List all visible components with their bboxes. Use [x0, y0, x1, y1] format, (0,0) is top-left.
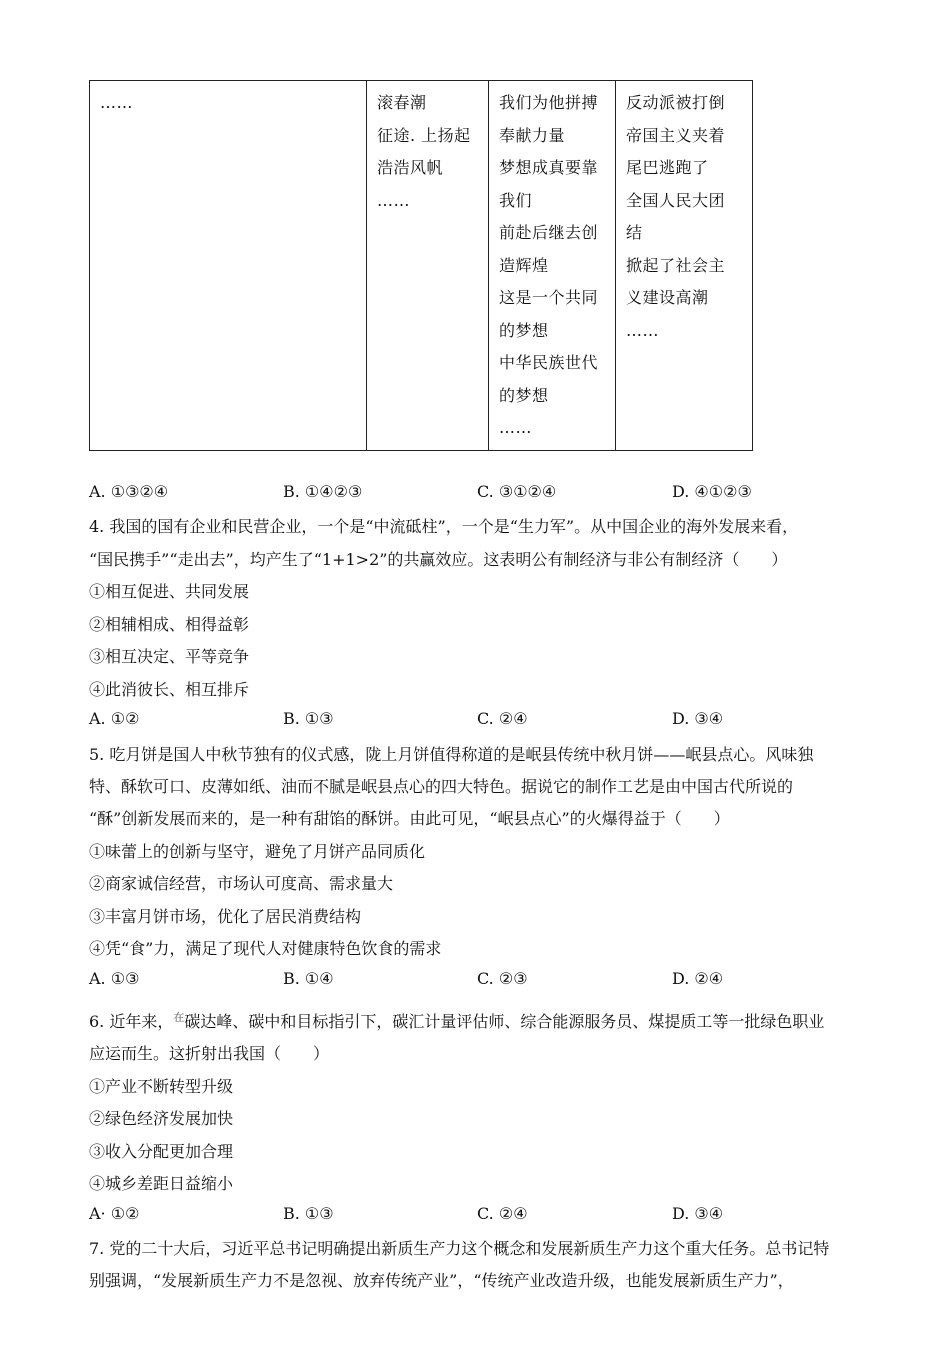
lyrics-table — [89, 80, 753, 451]
q4-item-1: ①相互促进、共同发展 — [89, 582, 250, 601]
q5-stem-line3: “酥”创新发展而来的，是一种有甜馅的酥饼。由此可见，“岷县点心”的火爆得益于（ ） — [89, 809, 730, 828]
option-d[interactable]: D. ③④ — [672, 709, 724, 728]
q6-item-2: ②绿色经济发展加快 — [89, 1109, 234, 1128]
q4-item-3: ③相互决定、平等竞争 — [89, 647, 250, 666]
cell-line: 这是一个共同 — [499, 288, 599, 307]
table-cell-col4 — [616, 81, 753, 451]
table-cell-col1 — [90, 81, 367, 451]
option-c[interactable]: C. ②④ — [477, 709, 528, 728]
cell-line: 征途. 上扬起 — [377, 125, 471, 145]
cell-line: 反动派被打倒 — [626, 93, 726, 112]
q4-item-2: ②相辅相成、相得益彰 — [89, 615, 250, 634]
cell-line: …… — [100, 93, 133, 112]
cell-line: …… — [626, 320, 659, 340]
option-a[interactable]: A· ①② — [89, 1204, 140, 1223]
cell-line: 造辉煌 — [499, 255, 549, 275]
q6-stem-rest: 碳达峰、碳中和目标指引下，碳汇计量评估师、综合能源服务员、煤提质工等一批绿色职业 — [184, 1012, 825, 1031]
cell-line: 滚春潮 — [377, 93, 427, 112]
cell-line: 前赴后继去创 — [499, 223, 599, 242]
q7-stem-line2: 别强调，“发展新质生产力不是忽视、放弃传统产业”，“传统产业改造升级，也能发展新质生产力”， — [89, 1271, 794, 1290]
q5-item-2: ②商家诚信经营，市场认可度高、需求量大 — [89, 874, 394, 893]
cell-line: 义建设高潮 — [626, 288, 709, 307]
q6-stem-line2: 应运而生。这折射出我国（ ） — [89, 1044, 330, 1063]
q4-item-4: ④此消彼长、相互排斥 — [89, 680, 250, 699]
q5-item-4: ④凭“食”力，满足了现代人对健康特色饮食的需求 — [89, 939, 442, 958]
q3-options — [89, 482, 869, 512]
cell-line: …… — [377, 190, 410, 210]
table-cell-col2 — [367, 81, 489, 451]
cell-line: 我们 — [499, 190, 533, 210]
cell-line: 全国人民大团 — [626, 190, 726, 210]
q4-stem-line2: “国民携手”“走出去”，均产生了“1+1>2”的共赢效应。这表明公有制经济与非公有制经济（ ） — [89, 550, 788, 569]
cell-line: 帝国主义夹着 — [626, 125, 726, 145]
cell-line: …… — [499, 418, 532, 437]
q6-number: 6. 近年来， — [89, 1012, 174, 1031]
q5-options — [89, 969, 869, 999]
q4-options — [89, 709, 869, 739]
cell-line: 的梦想 — [499, 385, 549, 405]
table-row — [90, 81, 753, 451]
cell-line: 尾巴逃跑了 — [626, 158, 709, 177]
cell-line: 奉献力量 — [499, 125, 566, 145]
option-c[interactable]: C. ②③ — [477, 969, 528, 988]
option-b[interactable]: B. ①③ — [283, 1204, 334, 1223]
q6-stem-line1 — [89, 1009, 824, 1032]
q6-mark: 在 — [173, 1011, 185, 1024]
option-b[interactable]: B. ①④②③ — [283, 482, 363, 501]
cell-line: 浩浩风帆 — [377, 158, 444, 177]
option-a[interactable]: A. ①② — [89, 709, 140, 728]
option-d[interactable]: D. ②④ — [672, 969, 724, 988]
cell-line: 掀起了社会主 — [626, 255, 726, 275]
cell-line: 中华民族世代 — [499, 353, 599, 372]
option-d[interactable]: D. ④①②③ — [672, 482, 752, 501]
table-cell-col3 — [489, 81, 616, 451]
q6-item-1: ①产业不断转型升级 — [89, 1077, 234, 1096]
cell-line: 的梦想 — [499, 320, 549, 340]
q6-options — [89, 1204, 869, 1234]
q6-item-4: ④城乡差距日益缩小 — [89, 1174, 234, 1193]
q6-item-3: ③收入分配更加合理 — [89, 1142, 234, 1161]
cell-line: 梦想成真要靠 — [499, 158, 599, 177]
option-b[interactable]: B. ①③ — [283, 709, 334, 728]
cell-line: 我们为他拼搏 — [499, 93, 599, 112]
option-c[interactable]: C. ③①②④ — [477, 482, 557, 501]
option-d[interactable]: D. ③④ — [672, 1204, 724, 1223]
q5-item-1: ①味蕾上的创新与坚守，避免了月饼产品同质化 — [89, 842, 426, 861]
q5-stem-line2: 特、酥软可口、皮薄如纸、油而不腻是岷县点心的四大特色。据说它的制作工艺是由中国古代所说的 — [89, 777, 794, 796]
q4-stem-line1: 4. 我国的国有企业和民营企业，一个是“中流砥柱”，一个是“生力军”。从中国企业的海外发展来看， — [89, 517, 799, 536]
q5-stem-line1: 5. 吃月饼是国人中秋节独有的仪式感，陇上月饼值得称道的是岷县传统中秋月饼——岷县点心。风味独 — [89, 745, 814, 764]
cell-line: 结 — [626, 223, 643, 242]
q5-item-3: ③丰富月饼市场，优化了居民消费结构 — [89, 907, 362, 926]
option-c[interactable]: C. ②④ — [477, 1204, 528, 1223]
option-a[interactable]: A. ①③②④ — [89, 482, 169, 501]
option-b[interactable]: B. ①④ — [283, 969, 334, 988]
option-a[interactable]: A. ①③ — [89, 969, 140, 988]
q7-stem-line1: 7. 党的二十大后，习近平总书记明确提出新质生产力这个概念和发展新质生产力这个重大任务。总书记特 — [89, 1239, 830, 1258]
